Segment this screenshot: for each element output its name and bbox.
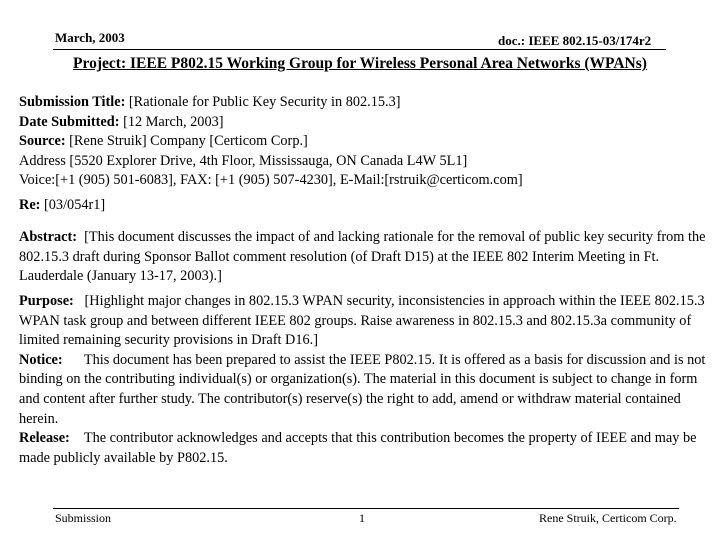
release-text: The contributor acknowledges and accepts that this contribution becomes the property of IEEE and may be made publicly available by P802.15. xyxy=(19,430,697,466)
date-submitted-line xyxy=(19,113,713,133)
source-label: Source: xyxy=(19,133,66,150)
abstract-label: Abstract: xyxy=(19,229,77,245)
abstract-text: [This document discusses the impact of and lacking rationale for the removal of public key security from the 802.15.3 draft during Sponsor Ballot comment resolution (of Draft D15) at the IEEE 802 Interim Meeting in Ft. Lauderdale (January 13-17, 2003).] xyxy=(19,229,706,285)
project-title: Project: IEEE P802.15 Working Group for Wireless Personal Area Networks (WPANs) xyxy=(73,55,647,72)
submission-title-line xyxy=(19,93,713,113)
footer-submission: Submission xyxy=(55,511,112,525)
re-label: Re: xyxy=(19,197,41,213)
purpose-label: Purpose: xyxy=(19,293,74,309)
source-line xyxy=(19,132,713,152)
source-value: [Rene Struik] Company [Certicom Corp.] xyxy=(69,133,308,150)
purpose-text: [Highlight major changes in 802.15.3 WPAN security, inconsistencies in approach within the IEEE 802.15.3 WPAN task group and between different IEEE 802 groups. Raise awareness in 802.15.3 and 802.15.3a community of limited remaining security provisions in Draft D16.] xyxy=(19,293,705,349)
re-value: [03/054r1] xyxy=(44,197,106,213)
header-rule xyxy=(53,49,666,50)
footer-page-number: 1 xyxy=(359,511,365,525)
submission-title-value: [Rationale for Public Key Security in 802.15.3] xyxy=(128,94,401,110)
contact-line: Voice:[+1 (905) 501-6083], FAX: [+1 (905) 507-4230], E-Mail:[rstruik@certicom.com] xyxy=(19,172,523,189)
header-doc-id: doc.: IEEE 802.15-03/174r2 xyxy=(498,33,652,48)
date-submitted-value: [12 March, 2003] xyxy=(123,113,224,130)
release-label: Release: xyxy=(19,430,70,447)
header-date: March, 2003 xyxy=(55,30,125,45)
purpose-block xyxy=(19,292,713,468)
re-block xyxy=(19,196,713,216)
notice-text: This document has been prepared to assist the IEEE P802.15. It is offered as a basis for discussion and is not binding on the contributing individual(s) or organization(s). The material in this document is subject to change in form and content after further study. The contributor(s) reserve(s) the right to add, amend or withdraw material contained herein. xyxy=(19,351,706,427)
notice-label: Notice: xyxy=(19,351,63,368)
date-submitted-label: Date Submitted: xyxy=(19,113,120,130)
address-line: Address [5520 Explorer Drive, 4th Floor, Mississauga, ON Canada L4W 5L1] xyxy=(19,152,468,169)
footer-author: Rene Struik, Certicom Corp. xyxy=(539,511,677,525)
submission-title-label: Submission Title: xyxy=(19,94,126,110)
footer-rule xyxy=(53,508,679,509)
submission-block xyxy=(19,93,713,191)
abstract-block xyxy=(19,228,713,287)
